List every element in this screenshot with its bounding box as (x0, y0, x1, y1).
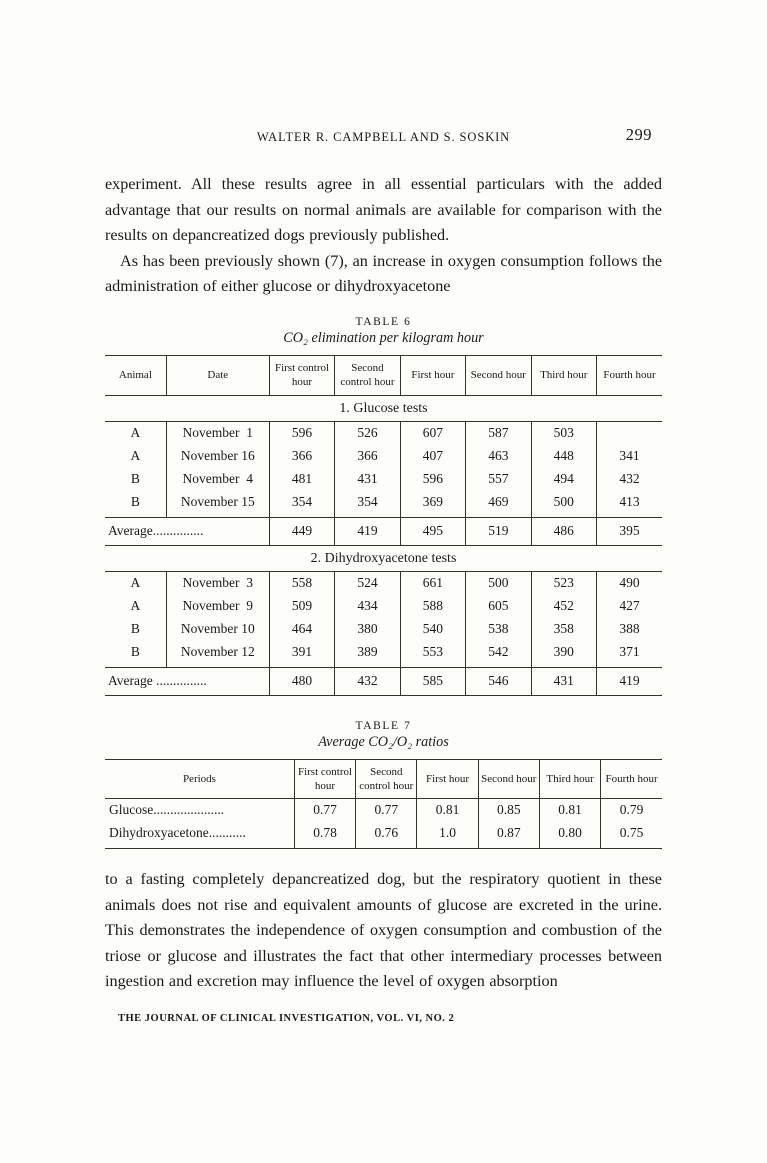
column-header-first-control-hour: First control hour (269, 355, 334, 395)
average-value: 585 (400, 667, 465, 695)
cell-value: 0.79 (601, 799, 662, 822)
cell-animal: A (130, 575, 141, 591)
cell-value: 509 (269, 595, 334, 618)
column-header-second-control-hour: Second control hour (356, 759, 417, 799)
table-row (105, 822, 662, 848)
cell-value: 0.75 (601, 822, 662, 848)
cell-value: 390 (531, 641, 596, 667)
cell-value: 366 (269, 445, 334, 468)
average-value: 495 (400, 517, 465, 545)
average-value: 480 (269, 667, 334, 695)
cell-value: 371 (596, 641, 662, 667)
table-row (105, 468, 662, 491)
table6-label: TABLE 6 (355, 315, 412, 328)
cell-value: 0.85 (478, 799, 539, 822)
average-row (105, 517, 662, 545)
cell-animal: B (130, 493, 140, 509)
paragraph-1: experiment. All these results agree in all essential particulars with the added advantage that our results on normal animals are available for comparison with the results on depancreatized dogs previously published. (105, 175, 662, 245)
cell-value: 388 (596, 618, 662, 641)
cell-value: 358 (531, 618, 596, 641)
table7 (105, 759, 662, 849)
cell-value: 469 (466, 491, 531, 517)
paragraph-3: to a fasting completely depancreatized dog, but the respiratory quotient in these animals does not rise and equivalent amounts of glucose are excreted in the urine. This demonstrates the independence of oxygen consumption and combustion of the triose or glucose and illustrates the fact that other intermediary processes between ingestion and excretion may influence the level of oxygen absorption (105, 870, 662, 991)
cell-value: 431 (335, 468, 400, 491)
cell-period: Dihydroxyacetone........... (109, 825, 246, 841)
average-value: 431 (531, 667, 596, 695)
page-number: 299 (625, 125, 652, 144)
cell-value: 540 (400, 618, 465, 641)
cell-value: 463 (466, 445, 531, 468)
column-header-second-hour: Second hour (466, 355, 531, 395)
ratio-rows (105, 799, 662, 849)
cell-value: 413 (596, 491, 662, 517)
column-header-animal: Animal (105, 355, 166, 395)
cell-value: 526 (335, 422, 400, 445)
cell-value: 0.78 (294, 822, 355, 848)
cell-value: 1.0 (417, 822, 478, 848)
cell-value: 0.77 (294, 799, 355, 822)
cell-value: 538 (466, 618, 531, 641)
cell-value: 391 (269, 641, 334, 667)
cell-value: 490 (596, 572, 662, 595)
cell-animal: A (130, 425, 141, 441)
cell-value: 407 (400, 445, 465, 468)
glucose-rows (105, 422, 662, 518)
column-header-second-control-hour: Second control hour (335, 355, 400, 395)
cell-value: 494 (531, 468, 596, 491)
cell-date: November 10 (166, 618, 269, 641)
cell-value: 558 (269, 572, 334, 595)
cell-value: 434 (335, 595, 400, 618)
cell-animal: B (130, 620, 140, 636)
cell-value: 596 (269, 422, 334, 445)
table7-label: TABLE 7 (355, 719, 412, 732)
table-row (105, 641, 662, 667)
column-header-fourth-hour: Fourth hour (601, 759, 662, 799)
cell-value: 427 (596, 595, 662, 618)
average-value: 419 (596, 667, 662, 695)
cell-value: 0.81 (417, 799, 478, 822)
average-value: 395 (596, 517, 662, 545)
table-row (105, 445, 662, 468)
cell-value: 500 (466, 572, 531, 595)
cell-date: November 16 (166, 445, 269, 468)
cell-value: 369 (400, 491, 465, 517)
cell-value: 452 (531, 595, 596, 618)
average-value: 419 (335, 517, 400, 545)
average-value: 449 (269, 517, 334, 545)
cell-value: 596 (400, 468, 465, 491)
section1-title: 1. Glucose tests (105, 395, 662, 422)
table-row (105, 572, 662, 595)
cell-value: 448 (531, 445, 596, 468)
cell-value: 389 (335, 641, 400, 667)
cell-date: November 12 (166, 641, 269, 667)
section-title-row (105, 395, 662, 422)
cell-value: 588 (400, 595, 465, 618)
cell-value: 523 (531, 572, 596, 595)
table7-block (105, 720, 662, 849)
cell-value: 354 (269, 491, 334, 517)
average-value: 486 (531, 517, 596, 545)
average-value: 546 (466, 667, 531, 695)
cell-value: 553 (400, 641, 465, 667)
cell-value: 503 (531, 422, 596, 445)
page-content (105, 0, 662, 1024)
cell-period: Glucose..................... (109, 802, 225, 818)
cell-value: 607 (400, 422, 465, 445)
column-header-periods: Periods (105, 759, 294, 799)
column-header-third-hour: Third hour (539, 759, 600, 799)
cell-value: 0.80 (539, 822, 600, 848)
section-title-row (105, 545, 662, 572)
table7-caption: Average CO₂/O₂ ratios (318, 733, 449, 750)
table-row (105, 491, 662, 517)
cell-animal: B (130, 643, 140, 659)
cell-date: November 3 (166, 572, 269, 595)
average-label: Average............... (105, 517, 269, 545)
cell-value: 380 (335, 618, 400, 641)
cell-animal: A (130, 448, 141, 464)
cell-value: 542 (466, 641, 531, 667)
table6 (105, 355, 662, 696)
cell-value: 0.76 (356, 822, 417, 848)
section2-title: 2. Dihydroxyacetone tests (105, 545, 662, 572)
cell-value: 557 (466, 468, 531, 491)
cell-value: 366 (335, 445, 400, 468)
table-row (105, 595, 662, 618)
average-value: 519 (466, 517, 531, 545)
cell-value: 0.87 (478, 822, 539, 848)
cell-value: 661 (400, 572, 465, 595)
running-head (105, 125, 662, 146)
cell-value (596, 422, 662, 445)
cell-value: 354 (335, 491, 400, 517)
cell-value: 605 (466, 595, 531, 618)
table6-block (105, 316, 662, 696)
average-label: Average ............... (105, 667, 269, 695)
dihydroxyacetone-rows (105, 572, 662, 668)
cell-animal: B (130, 470, 140, 486)
cell-value: 0.81 (539, 799, 600, 822)
average-value: 432 (335, 667, 400, 695)
cell-animal: A (130, 598, 141, 614)
cell-date: November 1 (166, 422, 269, 445)
table-row (105, 799, 662, 822)
cell-value: 341 (596, 445, 662, 468)
cell-value: 587 (466, 422, 531, 445)
cell-value: 500 (531, 491, 596, 517)
column-header-fourth-hour: Fourth hour (596, 355, 662, 395)
paragraph-2: As has been previously shown (7), an increase in oxygen consumption follows the administration of either glucose or dihydroxyacetone (105, 251, 662, 296)
column-header-second-hour: Second hour (478, 759, 539, 799)
column-header-third-hour: Third hour (531, 355, 596, 395)
cell-value: 432 (596, 468, 662, 491)
cell-value: 524 (335, 572, 400, 595)
table-row (105, 618, 662, 641)
table7-header-row (105, 759, 662, 799)
running-head-authors: WALTER R. CAMPBELL AND S. SOSKIN (256, 130, 511, 144)
cell-value: 0.77 (356, 799, 417, 822)
column-header-first-control-hour: First control hour (294, 759, 355, 799)
table6-caption: CO₂ elimination per kilogram hour (283, 329, 484, 346)
column-header-first-hour: First hour (400, 355, 465, 395)
table-row (105, 422, 662, 445)
cell-date: November 15 (166, 491, 269, 517)
cell-date: November 9 (166, 595, 269, 618)
cell-date: November 4 (166, 468, 269, 491)
average-row (105, 667, 662, 695)
column-header-first-hour: First hour (417, 759, 478, 799)
table6-header-row (105, 355, 662, 395)
column-header-date: Date (166, 355, 269, 395)
cell-value: 464 (269, 618, 334, 641)
cell-value: 481 (269, 468, 334, 491)
journal-footer: THE JOURNAL OF CLINICAL INVESTIGATION, VOL. VI, NO. 2 (118, 1013, 455, 1024)
